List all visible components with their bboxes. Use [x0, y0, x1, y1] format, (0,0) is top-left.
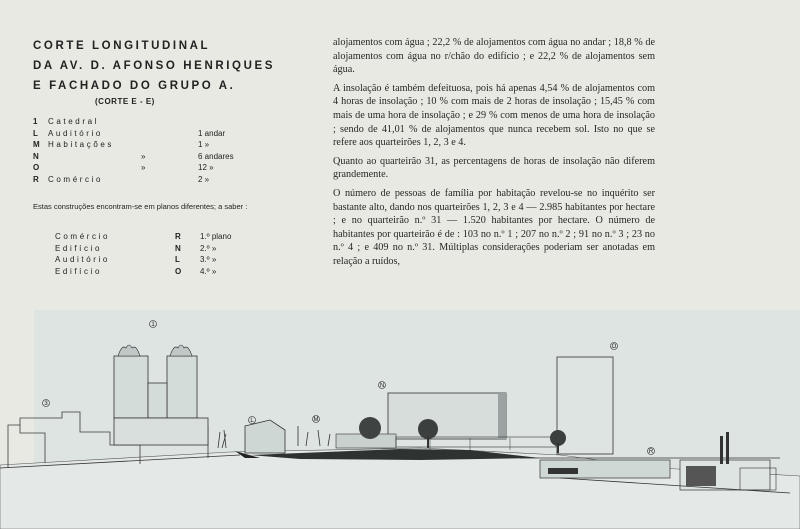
legend-row [33, 140, 258, 152]
legend-row [33, 152, 258, 164]
marker-label: R [648, 449, 654, 455]
legend-key: M [33, 140, 40, 149]
building-legend [33, 117, 258, 186]
plane-name: Auditório [55, 255, 110, 265]
planes-list [55, 232, 265, 278]
plane-value: 3.º » [200, 255, 217, 265]
legend-row [33, 129, 258, 141]
paragraph: Quanto ao quarteirão 31, as percentagens de horas de insolação não diferem grandemente. [333, 155, 655, 181]
marker-label: 1 [151, 322, 155, 328]
paragraph: O número de pessoas de família por habitação revelou-se no inquérito ser bastante alto, dando nos quarteirões 1, 2, 3 e 4 — 2.985 habitantes por hectare ; e no quarteirão n.º 31 — 1.520 habitantes por hectare. O número de habitantes por quarteirão é de : 103 no n.º 1 ; 207 no n.º 2 ; 91 no n.º 3 ; 23 no n.º 4 ; e 409 no n.º 31. Múltiplas considerações poderiam ser anotadas em relação a ruídos, [333, 187, 655, 267]
legend-key: L [33, 128, 38, 138]
legend-key: N [33, 151, 39, 161]
plane-value: 4.º » [200, 266, 217, 276]
marker-label: 3 [44, 401, 48, 407]
marker-label: M [313, 417, 319, 423]
legend-name: Catedral [48, 117, 100, 126]
legend-key: R [33, 174, 39, 184]
section-drawing-svg [0, 308, 800, 529]
legend-row [33, 175, 258, 187]
legend-value: 6 andares [198, 151, 234, 161]
plane-name: Edifício [55, 243, 103, 253]
legend-name: » [141, 151, 149, 161]
plane-row [55, 232, 265, 244]
legend-name: Comércio [48, 174, 104, 184]
legend-key: 1 [33, 117, 38, 126]
legend-row [33, 163, 258, 175]
section-title [33, 36, 293, 96]
title-line: CORTE LONGITUDINAL [33, 40, 211, 52]
body-text [333, 36, 655, 274]
plane-name: Comércio [55, 232, 111, 241]
plane-value: 2.º » [200, 243, 217, 253]
legend-name: Auditório [48, 128, 103, 138]
marker-label: N [379, 383, 385, 389]
plane-key: O [175, 266, 182, 276]
legend-key: O [33, 163, 40, 172]
title-line: E FACHADO DO GRUPO A. [33, 80, 236, 92]
plane-value: 1.º plano [200, 232, 232, 241]
plane-name: Edifício [55, 266, 103, 276]
marker-label: O [611, 344, 617, 350]
plane-row [55, 267, 265, 279]
legend-value: 1 andar [198, 128, 226, 138]
plane-row [55, 244, 265, 256]
section-subtitle: (CORTE E - E) [95, 97, 155, 106]
legend-name: » [141, 163, 149, 172]
title-line: DA AV. D. AFONSO HENRIQUES [33, 60, 276, 72]
plane-row [55, 255, 265, 267]
legend-row [33, 117, 258, 129]
legend-value: 2 » [198, 174, 210, 184]
legend-value: 12 » [198, 163, 214, 172]
plane-key: R [175, 232, 181, 241]
paragraph: alojamentos com água ; 22,2 % de alojamentos com água no andar ; 18,8 % de alojamentos com água no r/chão do edifício ; e 22,2 % de alojamentos sem água. [333, 37, 655, 76]
legend-name: Habitações [48, 140, 115, 149]
legend-value: 1 » [198, 140, 210, 149]
plane-key: L [175, 255, 180, 265]
marker-label: L [250, 418, 254, 424]
planes-note: Estas construções encontram-se em planos diferentes; a saber : [33, 202, 248, 211]
plane-key: N [175, 243, 181, 253]
paragraph: A insolação é também defeituosa, pois há apenas 4,54 % de alojamentos com 4 horas de insolação ; 10 % com mais de 2 horas de insolação ; 15,45 % com mais de uma hora de insolação ; e 29 % com menos de uma hora de insolação ; sendo de 41,01 % de alojamentos que nunca recebem sol. Isto no que se refere aos quarteirões 1, 2, 3 e 4. [333, 82, 655, 149]
section-drawing [0, 308, 800, 529]
